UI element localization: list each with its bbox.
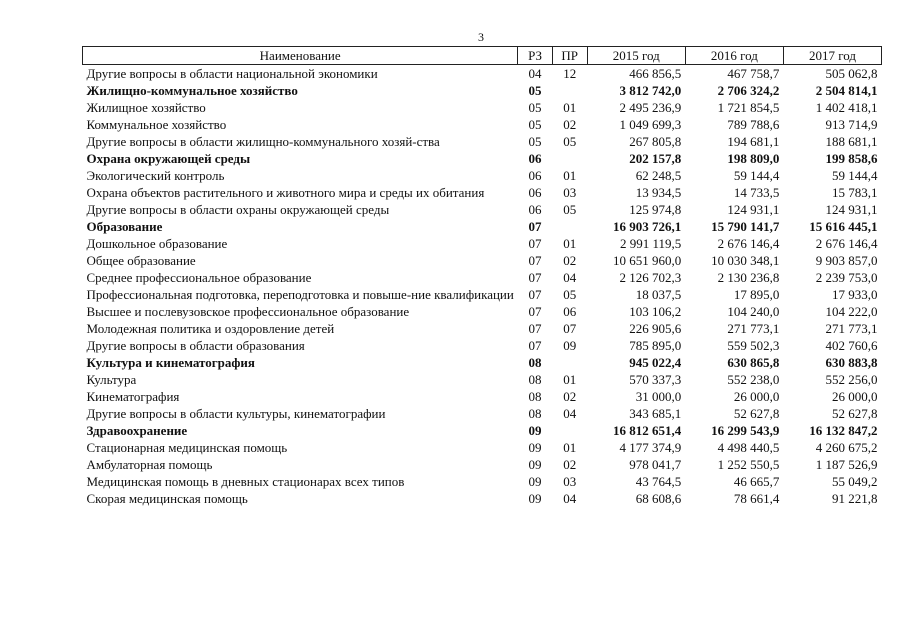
row-2015: 785 895,0 xyxy=(629,338,682,353)
row-pr: 02 xyxy=(563,457,577,472)
header-2015: 2015 год xyxy=(587,47,685,65)
row-pr: 01 xyxy=(563,440,577,455)
row-2017: 630 883,8 xyxy=(825,355,878,370)
table-row xyxy=(83,303,882,320)
row-rz: 07 xyxy=(528,236,542,251)
row-pr: 04 xyxy=(563,406,577,421)
row-2016: 52 627,8 xyxy=(733,406,780,421)
row-pr: 01 xyxy=(563,236,577,251)
row-pr: 05 xyxy=(563,134,577,149)
row-rz: 06 xyxy=(528,185,542,200)
row-2016: 552 238,0 xyxy=(727,372,780,387)
row-name: Стационарная медицинская помощь xyxy=(86,440,288,455)
row-rz: 09 xyxy=(528,423,542,438)
row-2017: 1 402 418,1 xyxy=(815,100,878,115)
row-2016: 559 502,3 xyxy=(727,338,780,353)
row-name: Среднее профессиональное образование xyxy=(86,270,312,285)
row-pr xyxy=(552,354,587,371)
row-name: Кинематография xyxy=(86,389,180,404)
row-2015: 4 177 374,9 xyxy=(619,440,682,455)
row-2016: 17 895,0 xyxy=(733,287,780,302)
row-2015: 10 651 960,0 xyxy=(613,253,682,268)
page-number: 3 xyxy=(478,30,484,44)
header-2016: 2016 год xyxy=(685,47,783,65)
table-row xyxy=(83,65,882,83)
row-2016: 2 676 146,4 xyxy=(717,236,780,251)
row-name: Коммунальное хозяйство xyxy=(86,117,227,132)
row-pr: 03 xyxy=(563,185,577,200)
table-body xyxy=(83,65,882,508)
row-rz: 09 xyxy=(528,491,542,506)
row-name: Другие вопросы в области культуры, кинематографии xyxy=(86,406,386,421)
row-2015: 2 126 702,3 xyxy=(619,270,682,285)
row-2017: 2 676 146,4 xyxy=(815,236,878,251)
row-name: Образование xyxy=(86,219,163,234)
row-2017: 59 144,4 xyxy=(832,168,878,183)
section-row xyxy=(83,354,882,371)
row-pr xyxy=(552,218,587,235)
row-2017: 913 714,9 xyxy=(825,117,878,132)
row-2015: 125 974,8 xyxy=(629,202,682,217)
row-2017: 188 681,1 xyxy=(825,134,878,149)
row-2016: 467 758,7 xyxy=(727,66,780,81)
row-pr: 01 xyxy=(563,100,577,115)
row-name: Охрана окружающей среды xyxy=(86,151,251,166)
row-2015: 945 022,4 xyxy=(629,355,682,370)
row-2017: 199 858,6 xyxy=(825,151,878,166)
table-row xyxy=(83,167,882,184)
row-2015: 31 000,0 xyxy=(635,389,682,404)
row-rz: 08 xyxy=(528,389,542,404)
row-pr: 02 xyxy=(563,117,577,132)
row-pr: 01 xyxy=(563,372,577,387)
row-name: Здравоохранение xyxy=(86,423,188,438)
row-2015: 2 495 236,9 xyxy=(619,100,682,115)
row-rz: 05 xyxy=(528,83,542,98)
table-row xyxy=(83,252,882,269)
row-name: Амбулаторная помощь xyxy=(86,457,213,472)
row-2015: 202 157,8 xyxy=(629,151,682,166)
row-name: Экологический контроль xyxy=(86,168,225,183)
table-row xyxy=(83,201,882,218)
row-name: Жилищно-коммунальное хозяйство xyxy=(86,83,298,98)
row-pr: 09 xyxy=(563,338,577,353)
row-name: Охрана объектов растительного и животного мира и среды их обитания xyxy=(86,185,485,200)
row-2015: 3 812 742,0 xyxy=(619,83,682,98)
row-pr: 02 xyxy=(563,389,577,404)
row-2017: 16 132 847,2 xyxy=(809,423,878,438)
section-row xyxy=(83,82,882,99)
row-rz: 07 xyxy=(528,253,542,268)
row-pr: 07 xyxy=(563,321,577,336)
row-name: Другие вопросы в области жилищно-коммунального хозяй-ства xyxy=(86,134,440,149)
header-rz: РЗ xyxy=(518,47,552,65)
row-2017: 17 933,0 xyxy=(832,287,878,302)
row-rz: 07 xyxy=(528,219,542,234)
row-2015: 466 856,5 xyxy=(629,66,682,81)
row-name: Другие вопросы в области охраны окружающей среды xyxy=(86,202,390,217)
row-rz: 08 xyxy=(528,406,542,421)
row-2016: 194 681,1 xyxy=(727,134,780,149)
row-2017: 2 239 753,0 xyxy=(815,270,878,285)
budget-table xyxy=(82,46,882,507)
table-row xyxy=(83,320,882,337)
row-name: Профессиональная подготовка, переподготовка и повыше-ние квалификации xyxy=(86,287,514,302)
row-pr xyxy=(552,82,587,99)
row-rz: 05 xyxy=(528,100,542,115)
row-2017: 104 222,0 xyxy=(825,304,878,319)
row-2017: 1 187 526,9 xyxy=(815,457,878,472)
table-row xyxy=(83,473,882,490)
table-row xyxy=(83,133,882,150)
row-2017: 91 221,8 xyxy=(832,491,878,506)
row-2015: 978 041,7 xyxy=(629,457,682,472)
header-name: Наименование xyxy=(83,47,518,65)
row-pr: 05 xyxy=(563,202,577,217)
row-2017: 271 773,1 xyxy=(825,321,878,336)
row-2016: 198 809,0 xyxy=(727,151,780,166)
row-2015: 267 805,8 xyxy=(629,134,682,149)
row-rz: 07 xyxy=(528,338,542,353)
row-2015: 226 905,6 xyxy=(629,321,682,336)
table-row xyxy=(83,490,882,507)
row-2015: 570 337,3 xyxy=(629,372,682,387)
table-row xyxy=(83,439,882,456)
table-row xyxy=(83,184,882,201)
row-name: Другие вопросы в области национальной экономики xyxy=(86,66,378,81)
row-2016: 15 790 141,7 xyxy=(711,219,780,234)
row-name: Культура xyxy=(86,372,137,387)
row-name: Жилищное хозяйство xyxy=(86,100,206,115)
row-2015: 343 685,1 xyxy=(629,406,682,421)
table-row xyxy=(83,405,882,422)
row-2016: 59 144,4 xyxy=(733,168,780,183)
section-row xyxy=(83,218,882,235)
table-row xyxy=(83,116,882,133)
row-pr: 04 xyxy=(563,270,577,285)
row-2017: 4 260 675,2 xyxy=(815,440,878,455)
row-2016: 2 706 324,2 xyxy=(717,83,780,98)
row-2016: 104 240,0 xyxy=(727,304,780,319)
row-pr: 01 xyxy=(563,168,577,183)
row-rz: 06 xyxy=(528,168,542,183)
row-name: Общее образование xyxy=(86,253,196,268)
row-rz: 08 xyxy=(528,372,542,387)
row-2015: 43 764,5 xyxy=(635,474,682,489)
table-row xyxy=(83,269,882,286)
row-rz: 04 xyxy=(528,66,542,81)
row-2015: 16 903 726,1 xyxy=(613,219,682,234)
row-2015: 68 608,6 xyxy=(635,491,682,506)
table-row xyxy=(83,388,882,405)
row-2015: 18 037,5 xyxy=(635,287,682,302)
row-pr: 12 xyxy=(563,66,577,81)
row-rz: 05 xyxy=(528,117,542,132)
row-2015: 16 812 651,4 xyxy=(613,423,682,438)
row-2017: 124 931,1 xyxy=(825,202,878,217)
row-2017: 55 049,2 xyxy=(832,474,878,489)
row-2017: 505 062,8 xyxy=(825,66,878,81)
row-2017: 2 504 814,1 xyxy=(815,83,878,98)
row-2016: 16 299 543,9 xyxy=(711,423,780,438)
row-2016: 46 665,7 xyxy=(733,474,780,489)
row-rz: 09 xyxy=(528,474,542,489)
row-pr: 04 xyxy=(563,491,577,506)
row-name: Другие вопросы в области образования xyxy=(86,338,305,353)
row-rz: 07 xyxy=(528,287,542,302)
table-row xyxy=(83,456,882,473)
row-rz: 07 xyxy=(528,321,542,336)
section-row xyxy=(83,150,882,167)
table-row xyxy=(83,99,882,116)
row-2016: 789 788,6 xyxy=(727,117,780,132)
row-2016: 26 000,0 xyxy=(733,389,780,404)
row-pr: 03 xyxy=(563,474,577,489)
header-2017: 2017 год xyxy=(783,47,881,65)
row-2017: 402 760,6 xyxy=(825,338,878,353)
row-2015: 2 991 119,5 xyxy=(620,236,682,251)
row-rz: 06 xyxy=(528,202,542,217)
row-2016: 1 252 550,5 xyxy=(717,457,780,472)
row-rz: 07 xyxy=(528,304,542,319)
row-name: Молодежная политика и оздоровление детей xyxy=(86,321,335,336)
table-row xyxy=(83,337,882,354)
row-2016: 4 498 440,5 xyxy=(717,440,780,455)
section-row xyxy=(83,422,882,439)
row-2017: 52 627,8 xyxy=(832,406,878,421)
header-pr: ПР xyxy=(552,47,587,65)
row-pr: 06 xyxy=(563,304,577,319)
row-2016: 124 931,1 xyxy=(727,202,780,217)
row-2016: 1 721 854,5 xyxy=(717,100,780,115)
table-row xyxy=(83,235,882,252)
row-2015: 62 248,5 xyxy=(635,168,682,183)
row-rz: 07 xyxy=(528,270,542,285)
row-pr: 02 xyxy=(563,253,577,268)
header-row xyxy=(83,47,882,65)
row-2015: 13 934,5 xyxy=(635,185,682,200)
table-row xyxy=(83,371,882,388)
table-header xyxy=(83,47,882,65)
row-2016: 10 030 348,1 xyxy=(711,253,780,268)
table-row xyxy=(83,286,882,303)
row-name: Скорая медицинская помощь xyxy=(86,491,248,506)
row-rz: 06 xyxy=(528,151,542,166)
row-2015: 103 106,2 xyxy=(629,304,682,319)
row-name: Медицинская помощь в дневных стационарах всех типов xyxy=(86,474,405,489)
row-2017: 552 256,0 xyxy=(825,372,878,387)
row-pr xyxy=(552,150,587,167)
row-rz: 08 xyxy=(528,355,542,370)
row-2017: 15 616 445,1 xyxy=(809,219,878,234)
row-rz: 09 xyxy=(528,457,542,472)
row-2017: 9 903 857,0 xyxy=(815,253,878,268)
row-2017: 26 000,0 xyxy=(832,389,878,404)
row-2016: 2 130 236,8 xyxy=(717,270,780,285)
row-2016: 14 733,5 xyxy=(733,185,780,200)
row-name: Высшее и послевузовское профессиональное образование xyxy=(86,304,410,319)
row-2017: 15 783,1 xyxy=(832,185,878,200)
row-rz: 05 xyxy=(528,134,542,149)
row-pr: 05 xyxy=(563,287,577,302)
row-rz: 09 xyxy=(528,440,542,455)
row-2016: 271 773,1 xyxy=(727,321,780,336)
row-name: Культура и кинематография xyxy=(86,355,255,370)
row-name: Дошкольное образование xyxy=(86,236,228,251)
row-2016: 630 865,8 xyxy=(727,355,780,370)
row-2016: 78 661,4 xyxy=(733,491,780,506)
row-pr xyxy=(552,422,587,439)
row-2015: 1 049 699,3 xyxy=(619,117,682,132)
